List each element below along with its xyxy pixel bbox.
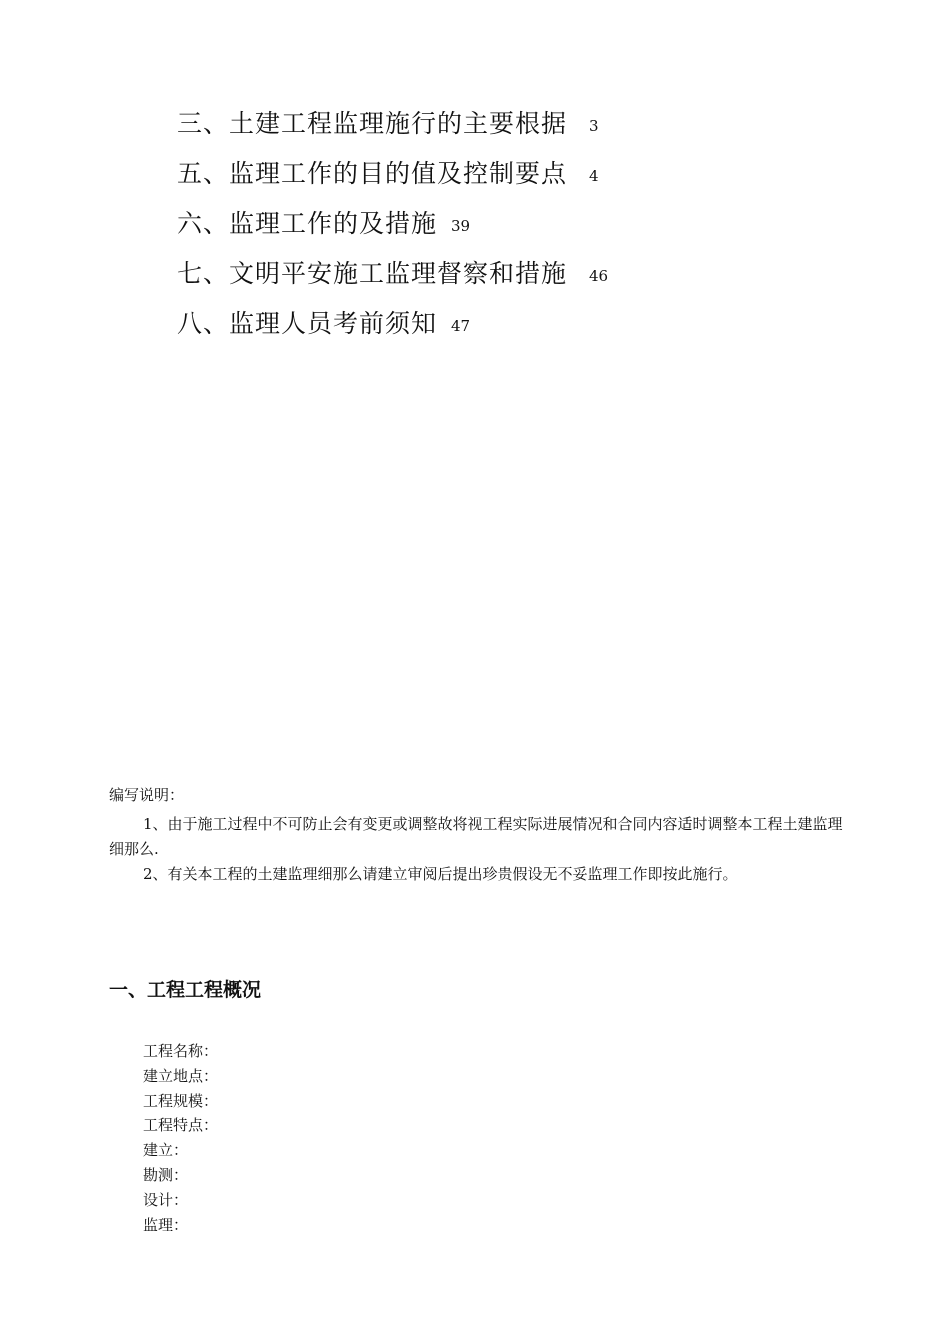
notes-label: 编写说明： xyxy=(109,786,185,804)
toc-item[interactable] xyxy=(177,104,608,154)
writing-notes xyxy=(109,782,844,887)
field-supervision: 监理： xyxy=(143,1215,189,1234)
field-project-name: 工程名称： xyxy=(143,1042,219,1060)
field-scale: 工程规模： xyxy=(143,1091,219,1110)
toc-item-title: 七、文明平安施工监理督察和措施 xyxy=(177,259,568,288)
toc-item-page: 39 xyxy=(451,217,471,235)
field-location: 建立地点： xyxy=(143,1066,219,1085)
toc-item-title: 三、土建工程监理施行的主要根据 xyxy=(177,109,568,138)
toc-item-title: 五、监理工作的目的值及控制要点 xyxy=(177,159,568,188)
table-of-contents xyxy=(177,104,608,354)
field-construction: 建立： xyxy=(143,1141,189,1160)
field-design: 设计： xyxy=(143,1190,189,1209)
toc-item-page: 3 xyxy=(589,117,599,135)
toc-item[interactable] xyxy=(177,154,608,204)
note-paragraph: 2、有关本工程的土建监理细那么请建立审阅后提出珍贵假设无不妥监理工作即按此施行。 xyxy=(143,865,738,883)
toc-item[interactable] xyxy=(177,204,608,254)
note-paragraph: 1、由于施工过程中不可防止会有变更或调整故将视工程实际进展情况和合同内容适时调整本工程土建监理细那么. xyxy=(109,815,843,858)
field-features: 工程特点： xyxy=(143,1116,219,1135)
toc-item-page: 46 xyxy=(589,267,609,285)
toc-item-page: 4 xyxy=(589,167,599,185)
toc-item-page: 47 xyxy=(451,317,471,335)
toc-item[interactable] xyxy=(177,254,608,304)
project-fields xyxy=(143,1039,218,1237)
toc-item-title: 八、监理人员考前须知 xyxy=(177,309,438,338)
field-survey: 勘测： xyxy=(143,1165,189,1184)
toc-item-title: 六、监理工作的及措施 xyxy=(177,209,438,238)
toc-item[interactable] xyxy=(177,304,608,354)
section-heading: 一、工程工程概况 xyxy=(109,979,262,1001)
